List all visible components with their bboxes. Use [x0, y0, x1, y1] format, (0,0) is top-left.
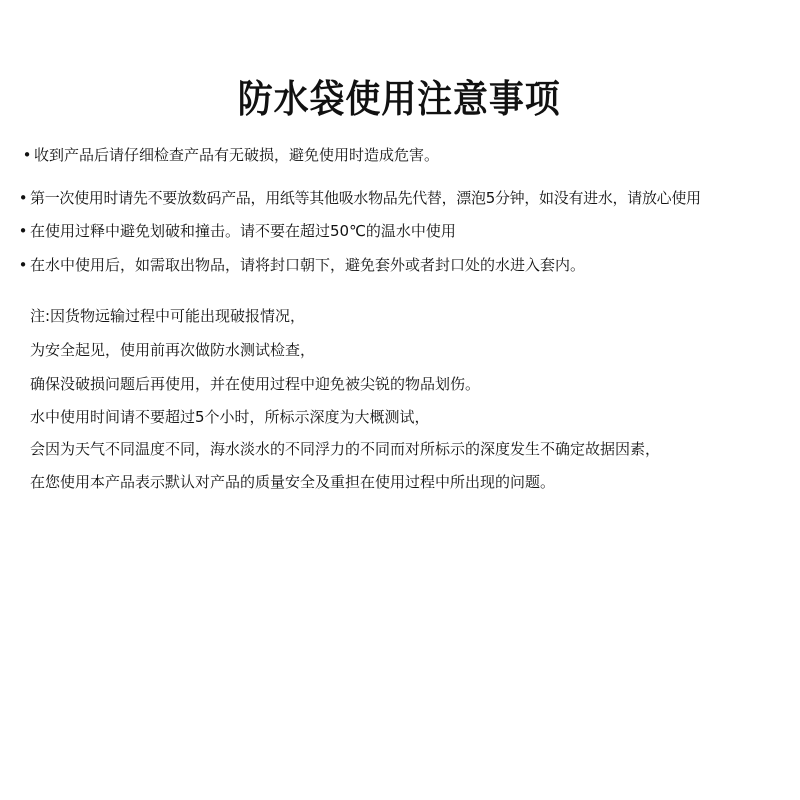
bullet-text: 在使用过释中避免划破和撞击。请不要在超过50℃的温水中使用 [30, 222, 456, 240]
bullet-text: 第一次使用时请先不要放数码产品，用纸等其他吸水物品先代替，漂泡5分钟，如没有进水，请放心使用 [30, 189, 701, 207]
note-line: 水中使用时间请不要超过5个小时，所标示深度为大概测试， [30, 408, 430, 426]
note-line: 在您使用本产品表示默认对产品的质量安全及重担在使用过程中所出现的问题。 [30, 473, 556, 491]
bullet-item [16, 221, 456, 241]
note-line: 确保没破损问题后再使用，并在使用过程中迎免被尖锐的物品划伤。 [30, 375, 481, 393]
bullet-marker: • [18, 222, 28, 240]
bullet-item [20, 145, 439, 165]
note-line: 会因为天气不同温度不同，海水淡水的不同浮力的不同而对所标示的深度发生不确定故据因素， [30, 440, 661, 458]
bullet-marker: • [18, 189, 28, 207]
bullet-text: 收到产品后请仔细检查产品有无破损，避免使用时造成危害。 [34, 146, 440, 164]
bullet-item [16, 255, 585, 275]
bullet-text: 在水中使用后，如需取出物品，请将封口朝下，避免套外或者封口处的水进入套内。 [30, 256, 586, 274]
bullet-marker: • [22, 146, 32, 164]
bullet-marker: • [18, 256, 28, 274]
page-title: 防水袋使用注意事项 [237, 77, 561, 121]
note-line: 注:因货物远输过程中可能出现破报情况， [30, 307, 306, 325]
bullet-item [16, 188, 701, 208]
note-line: 为安全起见，使用前再次做防水测试检查， [30, 341, 316, 359]
